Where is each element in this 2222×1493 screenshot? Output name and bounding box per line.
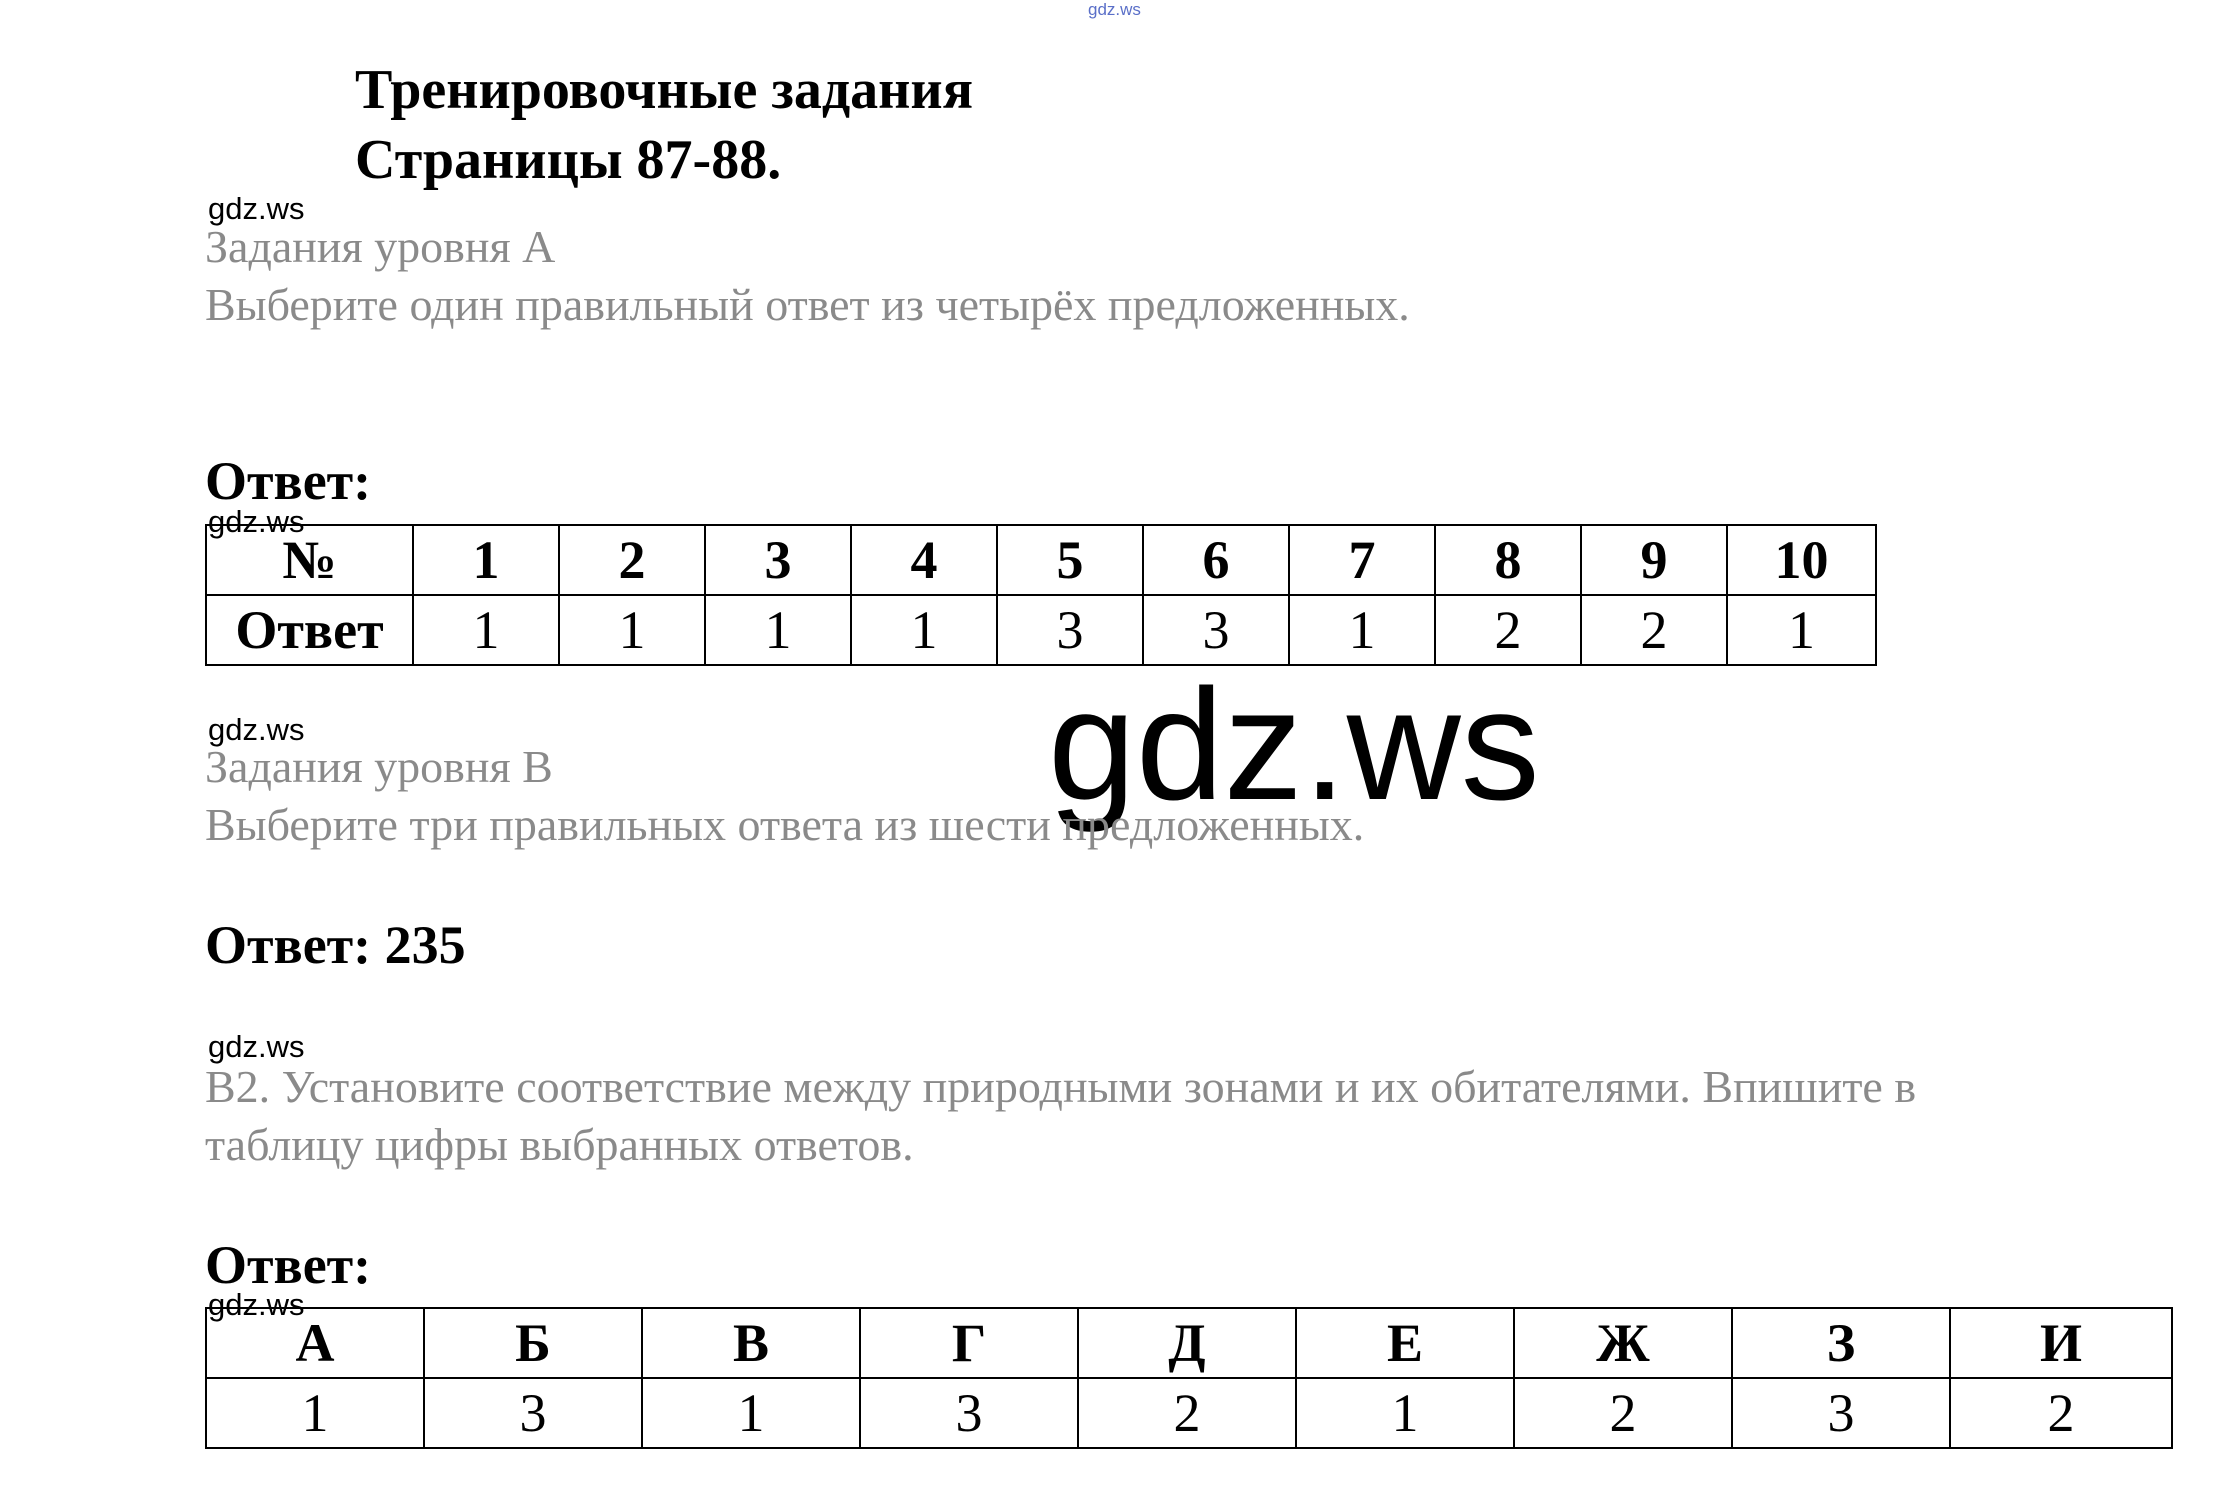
table-a-answer-cell: 2 (1581, 595, 1727, 665)
section-b2-answer-label: Ответ: (205, 1235, 372, 1295)
top-watermark: gdz.ws (1088, 0, 1141, 19)
watermark-label: gdz.ws (208, 1287, 305, 1322)
table-a-number-cell: 3 (705, 525, 851, 595)
table-a-number-cell: 9 (1581, 525, 1727, 595)
answer-table-a (205, 524, 1877, 666)
table-b2-answer-cell: 1 (206, 1378, 424, 1448)
table-b2-letter-cell: З (1732, 1308, 1950, 1378)
page-subtitle: Страницы 87-88. (355, 129, 782, 191)
table-b2-letter-cell: Б (424, 1308, 642, 1378)
table-a-header-row (206, 525, 1876, 595)
section-a-heading: Задания уровня А (205, 221, 556, 272)
table-a-number-cell: 7 (1289, 525, 1435, 595)
table-b2-answer-cell: 3 (1732, 1378, 1950, 1448)
section-a-answer-label: Ответ: (205, 451, 372, 511)
table-a-answer-cell: 1 (559, 595, 705, 665)
table-b2-answer-cell: 1 (642, 1378, 860, 1448)
section-b-heading: Задания уровня В (205, 741, 553, 792)
section-b2-text-line1: В2. Установите соответствие между природными зонами и их обитателями. Впишите в (205, 1061, 1917, 1112)
table-a-number-cell: 6 (1143, 525, 1289, 595)
section-b-answer: Ответ: 235 (205, 915, 466, 975)
table-b2-letter-cell: Е (1296, 1308, 1514, 1378)
table-a-number-cell: 10 (1727, 525, 1876, 595)
table-b2-letter-cell: И (1950, 1308, 2172, 1378)
table-b2-letter-cell: В (642, 1308, 860, 1378)
table-a-answer-cell: 1 (1289, 595, 1435, 665)
table-b2-answer-cell: 3 (424, 1378, 642, 1448)
watermark-label: gdz.ws (208, 712, 305, 747)
watermark-label: gdz.ws (208, 191, 305, 226)
watermark-large: gdz.ws (1048, 657, 1540, 833)
table-a-answer-cell: 3 (997, 595, 1143, 665)
table-a-answer-cell: 1 (413, 595, 559, 665)
section-a-instruction: Выберите один правильный ответ из четырёх предложенных. (205, 279, 1410, 330)
table-b2-answer-cell: 3 (860, 1378, 1078, 1448)
table-a-answer-cell: 2 (1435, 595, 1581, 665)
table-b2-answer-cell: 2 (1950, 1378, 2172, 1448)
table-b2-answer-cell: 1 (1296, 1378, 1514, 1448)
table-a-answer-cell: 3 (1143, 595, 1289, 665)
table-b2-answer-row (206, 1378, 2172, 1448)
table-b2-answer-cell: 2 (1078, 1378, 1296, 1448)
table-a-answer-cell: 1 (851, 595, 997, 665)
section-b2-text-line2: таблицу цифры выбранных ответов. (205, 1119, 914, 1170)
watermark-label: gdz.ws (208, 504, 305, 539)
table-a-number-cell: 4 (851, 525, 997, 595)
table-a-answer-row (206, 595, 1876, 665)
table-a-answer-header: Ответ (206, 595, 413, 665)
table-b2-answer-cell: 2 (1514, 1378, 1732, 1448)
table-b2-header-row (206, 1308, 2172, 1378)
table-a-number-cell: 2 (559, 525, 705, 595)
table-a-number-cell: 1 (413, 525, 559, 595)
table-b2-letter-cell: А (206, 1308, 424, 1378)
table-a-number-cell: 8 (1435, 525, 1581, 595)
watermark-label: gdz.ws (208, 1029, 305, 1064)
table-a-number-cell: 5 (997, 525, 1143, 595)
page-title: Тренировочные задания (355, 59, 973, 121)
table-a-answer-cell: 1 (1727, 595, 1876, 665)
table-a-number-header: № (206, 525, 413, 595)
answer-table-b2 (205, 1307, 2173, 1449)
table-b2-letter-cell: Ж (1514, 1308, 1732, 1378)
table-b2-letter-cell: Д (1078, 1308, 1296, 1378)
table-b2-letter-cell: Г (860, 1308, 1078, 1378)
table-a-answer-cell: 1 (705, 595, 851, 665)
section-b-instruction: Выберите три правильных ответа из шести предложенных. (205, 799, 1365, 850)
